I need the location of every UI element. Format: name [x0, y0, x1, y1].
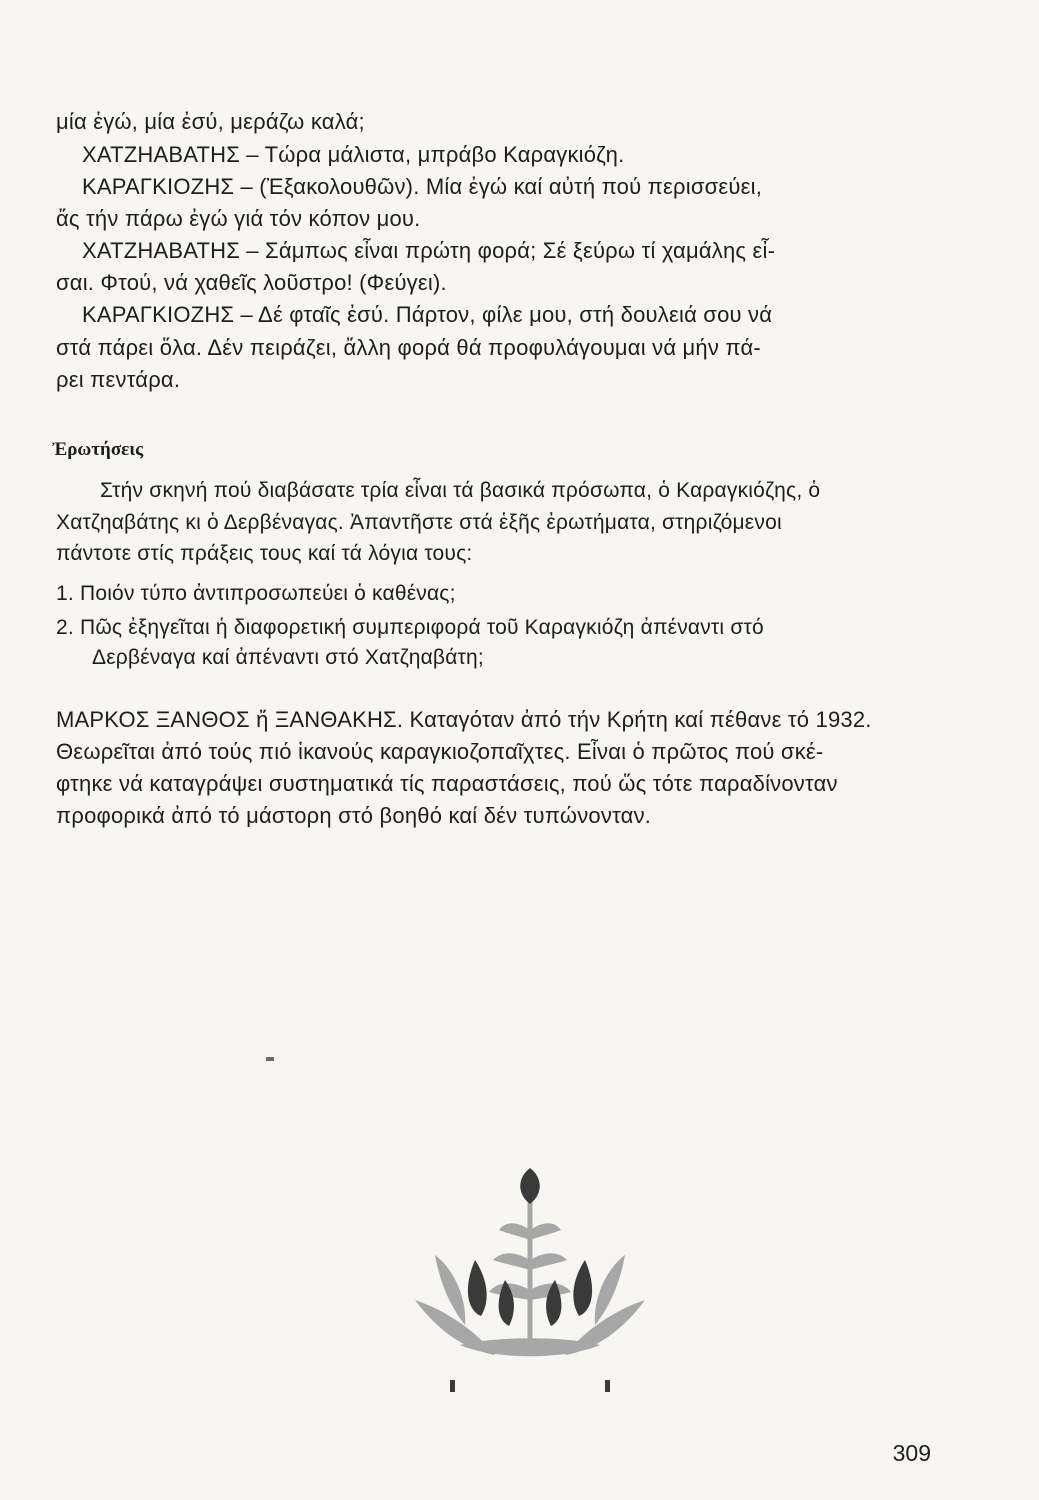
- question-item: 2. Πῶς ἐξηγεῖται ἡ διαφορετική συμπεριφορά τοῦ Καραγκιόζη ἀπέναντι στό: [56, 616, 764, 639]
- question-item-continuation: Δερβέναγα καί ἀπέναντι στό Χατζηαβάτη;: [92, 646, 484, 669]
- page-number: 309: [892, 1440, 931, 1466]
- dialogue-line: σαι. Φτού, νά χαθεῖς λοῦστρο! (Φεύγει).: [56, 270, 447, 295]
- questions-intro-line: Στήν σκηνή πού διαβάσατε τρία εἶναι τά βασικά πρόσωπα, ὁ Καραγκιόζης, ὁ: [100, 479, 821, 502]
- biography-line: προφορικά ἀπό τό μάστορη στό βοηθό καί δέν τυπώνονταν.: [56, 803, 652, 828]
- dialogue-line: ΚΑΡΑΓΚΙΟΖΗΣ – (Ἐξακολουθῶν). Μία ἐγώ καί αὐτή πού περισσεύει,: [82, 174, 763, 199]
- dialogue-line: ΧΑΤΖΗΑΒΑΤΗΣ – Σάμπως εἶναι πρώτη φορά; Σέ ξεύρω τί χαμάλης εἶ-: [82, 238, 776, 263]
- dialogue-line: μία ἐγώ, μία ἐσύ, μεράζω καλά;: [56, 109, 365, 134]
- dialogue-line: στά πάρει ὅλα. Δέν πειράζει, ἄλλη φορά θά προφυλάγουμαι νά μήν πά-: [56, 335, 761, 360]
- biography-line: Θεωρεῖται ἀπό τούς πιό ἱκανούς καραγκιοζοπαῖχτες. Εἶναι ὁ πρῶτος πού σκέ-: [56, 739, 824, 764]
- dialogue-line: ἄς τήν πάρω ἐγώ γιά τόν κόπον μου.: [56, 206, 421, 231]
- biography-line: ΜΑΡΚΟΣ ΞΑΝΘΟΣ ἤ ΞΑΝΘΑΚΗΣ. Καταγόταν ἀπό τήν Κρήτη καί πέθανε τό 1932.: [56, 707, 872, 732]
- dialogue-line: ΚΑΡΑΓΚΙΟΖΗΣ – Δέ φταῖς ἐσύ. Πάρτον, φίλε μου, στή δουλειά σου νά: [82, 302, 773, 327]
- questions-heading: Ἐρωτήσεις: [52, 439, 144, 460]
- scan-mark: [266, 1057, 274, 1061]
- questions-intro-line: Χατζηαβάτης κι ὁ Δερβέναγας. Ἀπαντῆστε στά ἑξῆς ἐρωτήματα, στηριζόμενοι: [56, 511, 782, 534]
- dialogue-line: ρει πεντάρα.: [56, 367, 181, 392]
- questions-intro-line: πάντοτε στίς πράξεις τους καί τά λόγια τους:: [56, 542, 473, 565]
- dialogue-line: ΧΑΤΖΗΑΒΑΤΗΣ – Τώρα μάλιστα, μπράβο Καραγκιόζη.: [82, 142, 625, 167]
- question-item: 1. Ποιόν τύπο ἀντιπροσωπεύει ὁ καθένας;: [56, 582, 456, 605]
- biography-line: φτηκε νά καταγράψει συστηματικά τίς παραστάσεις, πού ὥς τότε παραδίνονταν: [56, 771, 838, 796]
- decorative-ornament-icon: [405, 1160, 655, 1395]
